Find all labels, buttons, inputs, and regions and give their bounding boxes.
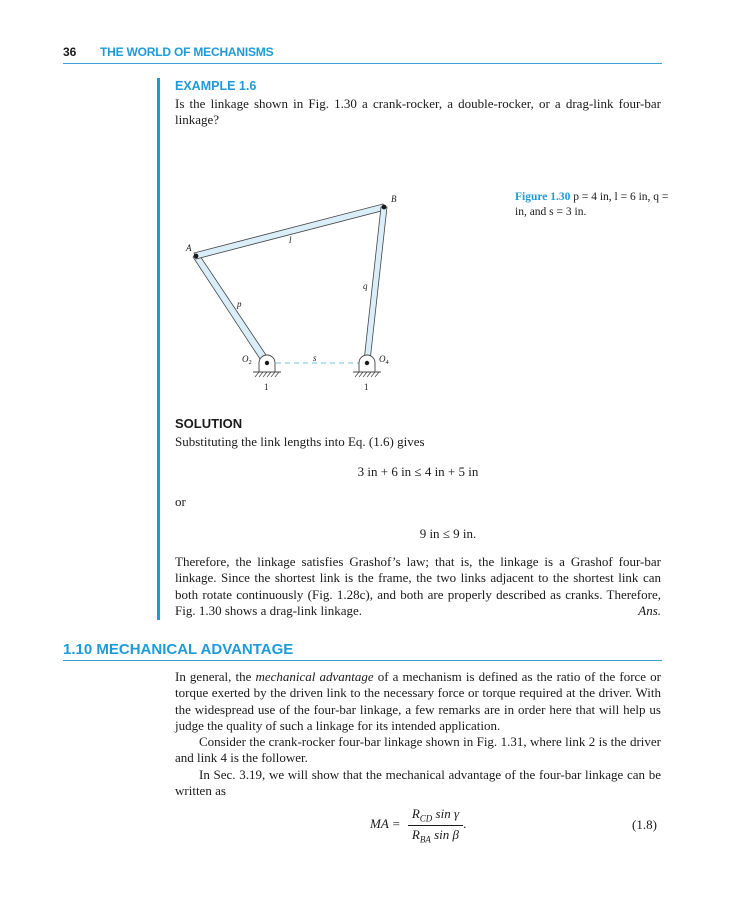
label-p: p — [237, 299, 242, 309]
joint-b — [382, 205, 387, 210]
ground-pivot-o4 — [353, 355, 381, 377]
figure-caption — [515, 190, 675, 220]
section-title: 1.10 MECHANICAL ADVANTAGE — [63, 641, 294, 658]
or-text: or — [175, 494, 186, 509]
answer-marker: Ans. — [638, 603, 661, 619]
solution-conclusion — [175, 554, 661, 620]
label-ground-right: 1 — [364, 382, 369, 392]
label-b: B — [391, 194, 397, 204]
formula-1-8: MA = $\frac{R_{CD} \sin \gamma}{R_{BA} \sin \beta}$ . — [370, 806, 467, 845]
label-o4: $O_4$ — [379, 354, 389, 366]
conclusion-text: Therefore, the linkage satisfies Grashof’s law; that is, the linkage is a Grashof four-bar linkage. Since the shortest link is the frame, the two links adjacent to the shortest link can both rotate continuously (Fig. 1.28c), and both are properly described as cranks. Therefore, Fig. 1.30 shows a drag-link linkage. — [175, 554, 661, 619]
link-p — [193, 253, 270, 365]
label-a: A — [186, 243, 192, 253]
linkage-figure — [175, 185, 415, 400]
page-header — [63, 45, 662, 64]
formula-denominator: $R_{BA}$ sin β — [411, 826, 459, 845]
label-l: l — [289, 235, 292, 245]
label-o2: $O_2$ — [242, 354, 252, 366]
example-question: Is the linkage shown in Fig. 1.30 a crank-rocker, a double-rocker, or a drag-link four-bar linkage? — [175, 96, 661, 128]
label-ground-left: 1 — [264, 382, 269, 392]
equation-inequality-2: 9 in ≤ 9 in. — [419, 526, 477, 541]
term-mechanical-advantage: mechanical advantage — [255, 669, 374, 684]
running-title: THE WORLD OF MECHANISMS — [100, 45, 274, 59]
paragraph-sec-3-19: In Sec. 3.19, we will show that the mechanical advantage of the four-bar linkage can be written as — [175, 767, 661, 799]
paragraph-mechanical-advantage: In general, the mechanical advantage of a mechanism is defined as the ratio of the force or torque exerted by the driven link to the necessary force or torque required at the driver. With the widespread use of the four-bar linkage, a few remarks are in order here that will help us judge the quality of such a linkage for its intended application. — [175, 669, 662, 734]
ground-pivot-o2 — [253, 355, 281, 377]
solution-intro: Substituting the link lengths into Eq. (1.6) gives — [175, 434, 425, 449]
paragraph-crank-rocker: Consider the crank-rocker four-bar linkage shown in Fig. 1.31, where link 2 is the driver and link 4 is the follower. — [175, 734, 661, 766]
example-title: EXAMPLE 1.6 — [175, 79, 257, 93]
equation-inequality-1: 3 in + 6 in ≤ 4 in + 5 in — [357, 464, 479, 479]
label-q: q — [363, 281, 368, 291]
label-s: s — [313, 353, 317, 363]
figure-caption-label: Figure 1.30 — [515, 191, 571, 203]
joint-a — [194, 254, 199, 259]
solution-title: SOLUTION — [175, 416, 243, 431]
section-heading — [63, 642, 662, 661]
equation-number: (1.8) — [632, 817, 657, 832]
formula-fraction — [408, 806, 463, 844]
formula-lhs: MA = — [370, 816, 401, 832]
figure-caption-text: p = 4 in, l = 6 in, q = in, and s = 3 in. — [515, 191, 669, 218]
link-l — [194, 204, 385, 259]
page-number: 36 — [63, 45, 77, 59]
example-side-rule — [157, 78, 160, 620]
formula-numerator: $R_{CD}$ sin γ — [408, 806, 463, 826]
